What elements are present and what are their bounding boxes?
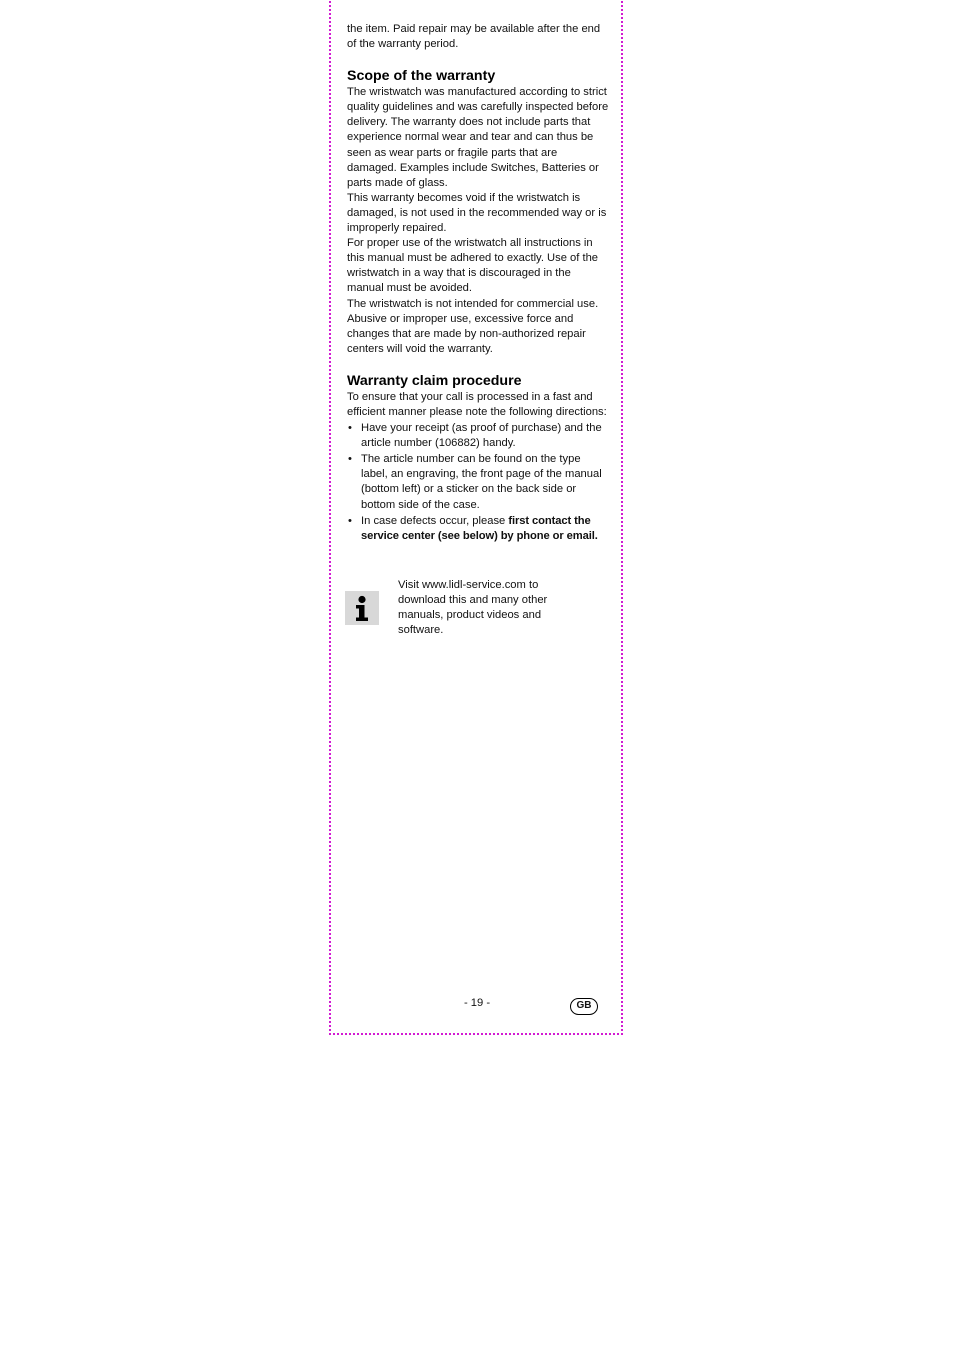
scope-paragraph-3: For proper use of the wristwatch all instructions in this manual must be adhered to exactly. Use of the wristwatch in a way that is discouraged in the manual must be avoided. (347, 237, 599, 295)
list-item (347, 421, 609, 451)
scope-paragraph-4: The wristwatch is not intended for commercial use. Abusive or improper use, excessive force and changes that are made by non-authorized repair centers will void the warranty. (347, 297, 599, 355)
scope-heading: Scope of the warranty (347, 68, 496, 85)
page-content (347, 22, 609, 545)
page-number: - 19 - (463, 997, 491, 1009)
list-item-text: The article number can be found on the type label, an engraving, the front page of the manual (bottom left) or a sticker on the back side or bottom side of the case. (361, 453, 602, 511)
list-item-text: Have your receipt (as proof of purchase) and the article number (106882) handy. (361, 422, 602, 450)
list-item-emphasis: first contact the service center (see below) by phone or email. (361, 514, 598, 542)
claim-heading: Warranty claim procedure (347, 372, 522, 389)
info-icon (345, 591, 379, 625)
bullet-icon: • (348, 453, 352, 466)
list-item (347, 514, 609, 544)
language-badge: GB (570, 998, 598, 1015)
intro-text: the item. Paid repair may be available after the end of the warranty period. (347, 23, 601, 51)
list-item (347, 452, 609, 512)
info-block (345, 578, 605, 642)
info-text: Visit www.lidl-service.com to download this and many other manuals, product videos and software. (398, 579, 548, 637)
scope-paragraph-1: The wristwatch was manufactured according to strict quality guidelines and was carefully inspected before delivery. The warranty does not include parts that experience normal wear and tear and can thus be seen as wear parts or fragile parts that are damaged. Examples include Switches, Batteries or parts made of glass. (347, 86, 609, 189)
bullet-icon: • (348, 422, 352, 435)
claim-list (347, 421, 609, 544)
bullet-icon: • (348, 514, 352, 527)
list-item-text: In case defects occur, please (361, 514, 509, 527)
scope-paragraph-2: This warranty becomes void if the wristwatch is damaged, is not used in the recommended way or is improperly repaired. (347, 191, 607, 235)
claim-intro: To ensure that your call is processed in a fast and efficient manner please note the following directions: (347, 390, 607, 418)
